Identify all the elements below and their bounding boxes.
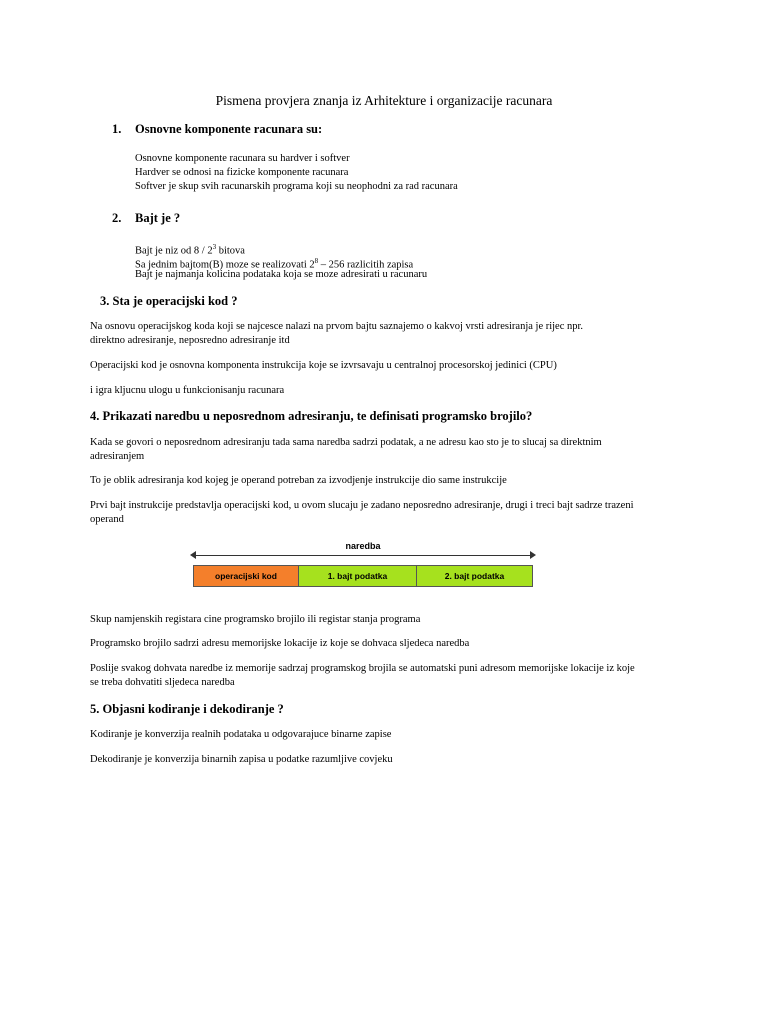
q4-heading: 4. Prikazati naredbu u neposrednom adresiranju, te definisati programsko brojilo?	[90, 409, 533, 423]
q3-paragraph-1b: direktno adresiranje, neposredno adresiranje itd	[90, 335, 290, 346]
q1-line-1: Osnovne komponente racunara su hardver i softver	[135, 153, 350, 164]
q2-line-1: Bajt je niz od $8 / 2^3$ bitova	[135, 243, 245, 257]
arrow-right-icon	[530, 551, 536, 559]
q1-heading: Osnovne komponente racunara su:	[135, 122, 323, 136]
q4-paragraph-3b: operand	[90, 514, 124, 525]
q5-heading: 5. Objasni kodiranje i dekodiranje ?	[90, 702, 284, 716]
q4-paragraph-6b: se treba dohvatiti sljedeca naredba	[90, 677, 235, 688]
q1-line-2: Hardver se odnosi na fizicke komponente racunara	[135, 167, 349, 178]
q3-heading: 3. Sta je operacijski kod ?	[100, 294, 238, 308]
q2-number: 2.	[112, 211, 122, 225]
double-arrow-line	[193, 555, 533, 556]
cell-byte-2: 2. bajt podatka	[417, 566, 532, 586]
q3-paragraph-2: Operacijski kod je osnovna komponenta instrukcija koje se izvrsavaju u centralnoj procesorskoj jedinici (CPU)	[90, 360, 557, 371]
diagram-label-naredba: naredba	[345, 541, 381, 551]
q4-paragraph-5: Programsko brojilo sadrzi adresu memorijske lokacije iz koje se dohvaca sljedeca naredba	[90, 638, 470, 649]
q2-line-2-exponent: 8	[314, 257, 319, 265]
document-title: Pismena provjera znanja iz Arhitekture i organizacije racunara	[215, 93, 553, 108]
cell-byte-1: 1. bajt podatka	[299, 566, 417, 586]
q2-line-2: Sa jednim bajtom(B) moze se realizovati $2^8 - 256$ razlicitih zapisa	[135, 257, 414, 271]
instruction-format-diagram	[190, 540, 536, 590]
q5-paragraph-2: Dekodiranje je konverzija binarnih zapisa u podatke razumljive covjeku	[90, 754, 393, 765]
q2-line-3: Bajt je najmanja kolicina podataka koja se moze adresirati u racunaru	[135, 269, 428, 280]
q3-paragraph-3: i igra kljucnu ulogu u funkcionisanju racunara	[90, 385, 285, 396]
q4-paragraph-6a: Poslije svakog dohvata naredbe iz memorije sadrzaj programskog brojila se automatski puni adresom memorijske lokacije iz koje	[90, 663, 635, 674]
instruction-cells	[193, 565, 533, 587]
q4-paragraph-1b: adresiranjem	[90, 451, 145, 462]
q4-paragraph-4: Skup namjenskih registara cine programsko brojilo ili registar stanja programa	[90, 614, 421, 625]
q2-heading: Bajt je ?	[135, 211, 181, 225]
q1-line-3: Softver je skup svih racunarskih programa koji su neophodni za rad racunara	[135, 181, 458, 192]
q2-line-1-exponent: 3	[212, 243, 217, 251]
q1-number: 1.	[112, 122, 122, 136]
q4-paragraph-2: To je oblik adresiranja kod kojeg je operand potreban za izvodjenje instrukcije dio same instrukcije	[90, 475, 507, 486]
cell-opcode: operacijski kod	[194, 566, 299, 586]
q4-paragraph-1a: Kada se govori o neposrednom adresiranju tada sama naredba sadrzi podatak, a ne adresu kao sto je to slucaj sa direktnim	[90, 437, 602, 448]
q4-paragraph-3a: Prvi bajt instrukcije predstavlja operacijski kod, u ovom slucaju je zadano neposredno adresiranje, drugi i treci bajt sadrze trazeni	[90, 500, 634, 511]
q3-paragraph-1a: Na osnovu operacijskog koda koji se najcesce nalazi na prvom bajtu saznajemo o kakvoj vrsti adresiranja je rijec npr.	[90, 321, 584, 332]
q5-paragraph-1: Kodiranje je konverzija realnih podataka u odgovarajuce binarne zapise	[90, 729, 392, 740]
